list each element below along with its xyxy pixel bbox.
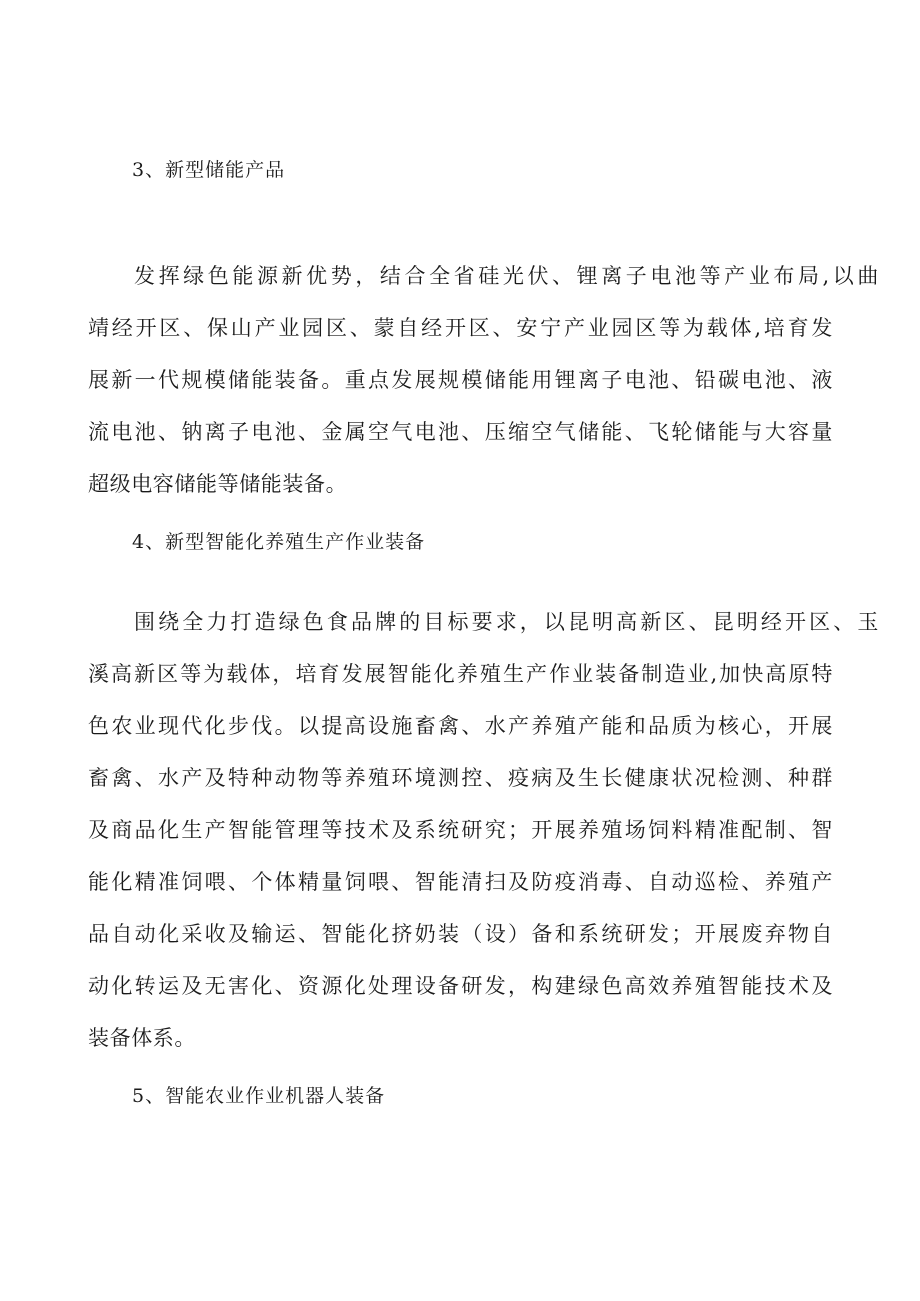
paragraph-line: 围绕全力打造绿色食品牌的目标要求，以昆明高新区、昆明经开区、玉 bbox=[134, 610, 879, 634]
paragraph-line: 发挥绿色能源新优势，结合全省硅光伏、锂离子电池等产业布局,以曲 bbox=[134, 264, 879, 288]
section-4-heading: 4、新型智能化养殖生产作业装备 bbox=[132, 531, 426, 553]
paragraph-line: 色农业现代化步伐。以提高设施畜禽、水产养殖产能和品质为核心，开展 bbox=[88, 714, 833, 738]
paragraph-line: 能化精准饲喂、个体精量饲喂、智能清扫及防疫消毒、自动巡检、养殖产 bbox=[88, 870, 833, 894]
paragraph-line: 畜禽、水产及特种动物等养殖环境测控、疫病及生长健康状况检测、种群 bbox=[88, 766, 833, 790]
paragraph-line: 及商品化生产智能管理等技术及系统研究；开展养殖场饲料精准配制、智 bbox=[88, 818, 833, 842]
paragraph-line: 展新一代规模储能装备。重点发展规模储能用锂离子电池、铅碳电池、液 bbox=[88, 368, 833, 392]
paragraph-line: 靖经开区、保山产业园区、蒙自经开区、安宁产业园区等为载体,培育发 bbox=[88, 316, 833, 340]
paragraph-line: 动化转运及无害化、资源化处理设备研发，构建绿色高效养殖智能技术及 bbox=[88, 974, 833, 998]
section-3-heading: 3、新型储能产品 bbox=[132, 159, 286, 181]
paragraph-line: 品自动化采收及输运、智能化挤奶装（设）备和系统研发；开展废弃物自 bbox=[88, 922, 833, 946]
section-4-paragraph bbox=[88, 596, 879, 1064]
paragraph-line: 装备体系。 bbox=[88, 1026, 196, 1050]
section-5-heading: 5、智能农业作业机器人装备 bbox=[132, 1085, 386, 1107]
paragraph-line: 超级电容储能等储能装备。 bbox=[88, 472, 348, 496]
paragraph-line: 溪高新区等为载体，培育发展智能化养殖生产作业装备制造业,加快高原特 bbox=[88, 662, 833, 686]
paragraph-line: 流电池、钠离子电池、金属空气电池、压缩空气储能、飞轮储能与大容量 bbox=[88, 420, 833, 444]
section-3-paragraph bbox=[88, 250, 879, 510]
